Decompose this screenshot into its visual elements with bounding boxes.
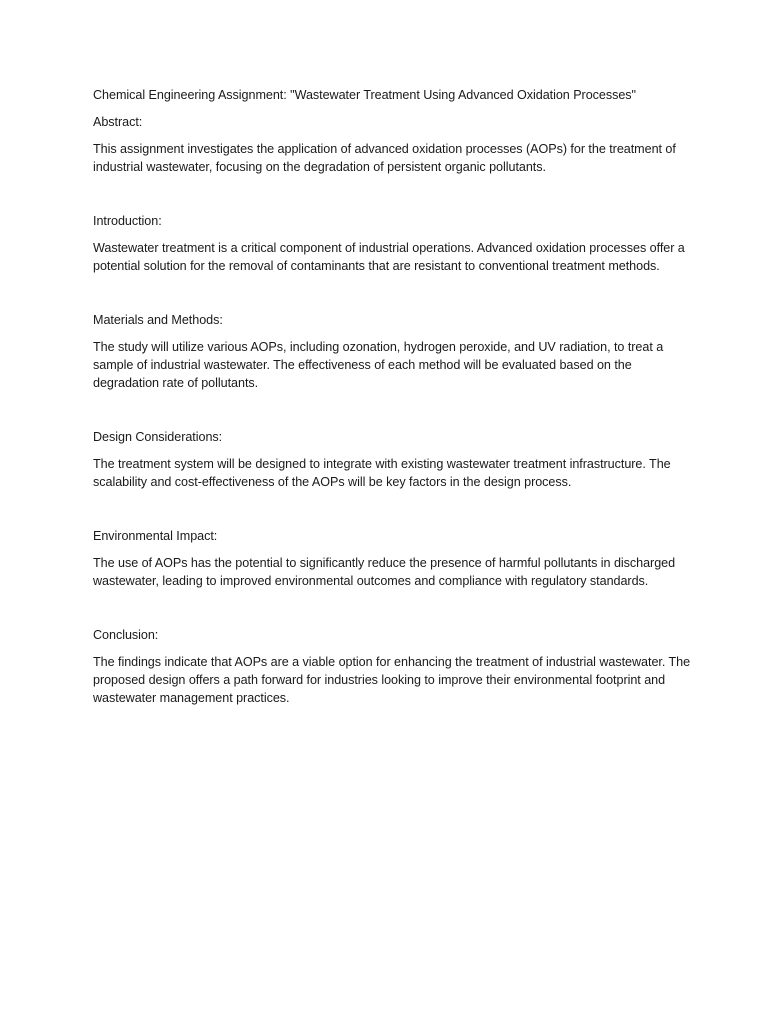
section-materials-and-methods xyxy=(93,311,693,392)
section-text: The study will utilize various AOPs, including ozonation, hydrogen peroxide, and UV radiation, to treat a sample of industrial wastewater. The effectiveness of each method will be evaluated based on the degradation rate of pollutants. xyxy=(93,340,664,390)
section-heading: Environmental Impact: xyxy=(93,529,218,543)
section-text: The findings indicate that AOPs are a viable option for enhancing the treatment of industrial wastewater. The proposed design offers a path forward for industries looking to improve their environmental footprint and wastewater management practices. xyxy=(93,655,691,705)
document-body xyxy=(93,86,693,707)
section-design-considerations xyxy=(93,428,693,491)
abstract-heading: Abstract: xyxy=(93,115,143,129)
document-title: Chemical Engineering Assignment: "Wastewater Treatment Using Advanced Oxidation Processes" xyxy=(93,88,636,102)
section-environmental-impact xyxy=(93,527,693,590)
section-text: The use of AOPs has the potential to significantly reduce the presence of harmful pollutants in discharged wastewater, leading to improved environmental outcomes and compliance with regulatory standards. xyxy=(93,556,676,588)
abstract-text: This assignment investigates the application of advanced oxidation processes (AOPs) for the treatment of industrial wastewater, focusing on the degradation of persistent organic pollutants. xyxy=(93,142,676,174)
section-heading: Introduction: xyxy=(93,214,162,228)
section-text: The treatment system will be designed to integrate with existing wastewater treatment infrastructure. The scalability and cost-effectiveness of the AOPs will be key factors in the design process. xyxy=(93,457,671,489)
section-conclusion xyxy=(93,626,693,707)
section-heading: Conclusion: xyxy=(93,628,159,642)
section-heading: Materials and Methods: xyxy=(93,313,223,327)
section-heading: Design Considerations: xyxy=(93,430,223,444)
section-text: Wastewater treatment is a critical component of industrial operations. Advanced oxidation processes offer a potential solution for the removal of contaminants that are resistant to conventional treatment methods. xyxy=(93,241,685,273)
section-introduction xyxy=(93,212,693,275)
